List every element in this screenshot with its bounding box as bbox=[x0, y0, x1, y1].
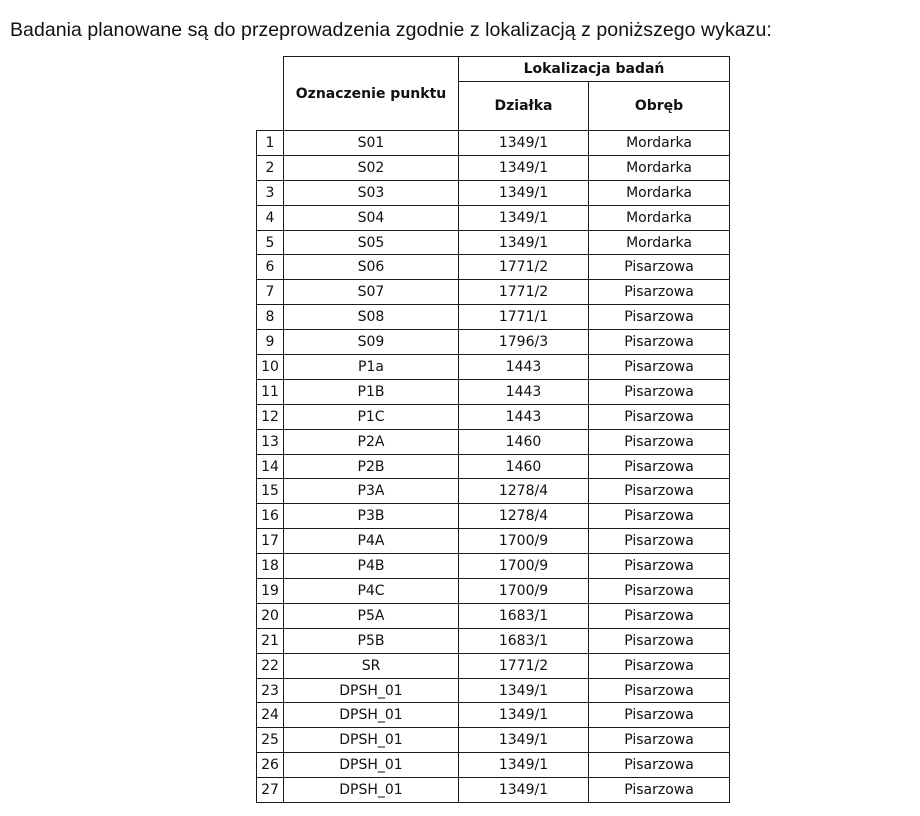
table-row bbox=[257, 230, 730, 255]
cell-plot: 1700/9 bbox=[459, 529, 589, 554]
row-number: 10 bbox=[257, 355, 284, 380]
table-row bbox=[257, 131, 730, 156]
row-number: 2 bbox=[257, 155, 284, 180]
header-area: Obręb bbox=[589, 82, 730, 131]
table-row bbox=[257, 305, 730, 330]
row-number: 12 bbox=[257, 404, 284, 429]
row-number: 15 bbox=[257, 479, 284, 504]
cell-area: Mordarka bbox=[589, 155, 730, 180]
row-number: 18 bbox=[257, 554, 284, 579]
cell-area: Mordarka bbox=[589, 230, 730, 255]
table-row bbox=[257, 404, 730, 429]
cell-plot: 1460 bbox=[459, 429, 589, 454]
cell-plot: 1683/1 bbox=[459, 628, 589, 653]
cell-area: Pisarzowa bbox=[589, 703, 730, 728]
cell-area: Mordarka bbox=[589, 131, 730, 156]
cell-point: DPSH_01 bbox=[284, 703, 459, 728]
table-row bbox=[257, 479, 730, 504]
row-number: 4 bbox=[257, 205, 284, 230]
cell-area: Pisarzowa bbox=[589, 778, 730, 803]
cell-area: Pisarzowa bbox=[589, 479, 730, 504]
cell-area: Mordarka bbox=[589, 205, 730, 230]
table-row bbox=[257, 504, 730, 529]
row-number: 17 bbox=[257, 529, 284, 554]
table-row bbox=[257, 155, 730, 180]
intro-text: Badania planowane są do przeprowadzenia zgodnie z lokalizacją z poniższego wykazu: bbox=[10, 19, 772, 41]
table-row bbox=[257, 703, 730, 728]
row-number: 13 bbox=[257, 429, 284, 454]
cell-plot: 1349/1 bbox=[459, 155, 589, 180]
table-row bbox=[257, 429, 730, 454]
table-row bbox=[257, 753, 730, 778]
cell-plot: 1349/1 bbox=[459, 131, 589, 156]
cell-plot: 1349/1 bbox=[459, 728, 589, 753]
cell-point: S07 bbox=[284, 280, 459, 305]
table-row bbox=[257, 728, 730, 753]
row-number: 5 bbox=[257, 230, 284, 255]
table-row bbox=[257, 554, 730, 579]
cell-plot: 1349/1 bbox=[459, 778, 589, 803]
row-number: 3 bbox=[257, 180, 284, 205]
cell-plot: 1683/1 bbox=[459, 603, 589, 628]
cell-plot: 1443 bbox=[459, 404, 589, 429]
row-number: 23 bbox=[257, 678, 284, 703]
cell-point: P1B bbox=[284, 379, 459, 404]
cell-plot: 1278/4 bbox=[459, 504, 589, 529]
cell-point: P4C bbox=[284, 579, 459, 604]
cell-point: S01 bbox=[284, 131, 459, 156]
cell-point: P4B bbox=[284, 554, 459, 579]
cell-point: S06 bbox=[284, 255, 459, 280]
cell-point: DPSH_01 bbox=[284, 778, 459, 803]
cell-area: Pisarzowa bbox=[589, 355, 730, 380]
cell-point: P3A bbox=[284, 479, 459, 504]
cell-plot: 1771/2 bbox=[459, 280, 589, 305]
table-header bbox=[257, 57, 730, 131]
row-number: 21 bbox=[257, 628, 284, 653]
header-location-group: Lokalizacja badań bbox=[459, 57, 730, 82]
cell-area: Pisarzowa bbox=[589, 330, 730, 355]
cell-point: P3B bbox=[284, 504, 459, 529]
table-row bbox=[257, 778, 730, 803]
cell-point: P1a bbox=[284, 355, 459, 380]
cell-point: S04 bbox=[284, 205, 459, 230]
header-plot: Działka bbox=[459, 82, 589, 131]
table-body bbox=[257, 131, 730, 803]
cell-plot: 1349/1 bbox=[459, 180, 589, 205]
cell-area: Pisarzowa bbox=[589, 554, 730, 579]
cell-area: Pisarzowa bbox=[589, 280, 730, 305]
table-row bbox=[257, 280, 730, 305]
table-row bbox=[257, 529, 730, 554]
cell-area: Pisarzowa bbox=[589, 429, 730, 454]
cell-plot: 1771/2 bbox=[459, 653, 589, 678]
table-row bbox=[257, 579, 730, 604]
cell-point: DPSH_01 bbox=[284, 753, 459, 778]
cell-point: P2A bbox=[284, 429, 459, 454]
row-number: 7 bbox=[257, 280, 284, 305]
table-row bbox=[257, 603, 730, 628]
table-row bbox=[257, 653, 730, 678]
corner-cell bbox=[257, 57, 284, 131]
cell-area: Pisarzowa bbox=[589, 653, 730, 678]
table-row bbox=[257, 379, 730, 404]
cell-plot: 1443 bbox=[459, 355, 589, 380]
cell-point: S02 bbox=[284, 155, 459, 180]
cell-point: S09 bbox=[284, 330, 459, 355]
cell-plot: 1349/1 bbox=[459, 703, 589, 728]
cell-plot: 1349/1 bbox=[459, 678, 589, 703]
location-table bbox=[256, 56, 730, 803]
cell-area: Pisarzowa bbox=[589, 579, 730, 604]
cell-area: Pisarzowa bbox=[589, 529, 730, 554]
table-row bbox=[257, 355, 730, 380]
cell-point: S05 bbox=[284, 230, 459, 255]
row-number: 1 bbox=[257, 131, 284, 156]
row-number: 16 bbox=[257, 504, 284, 529]
cell-area: Pisarzowa bbox=[589, 504, 730, 529]
cell-area: Pisarzowa bbox=[589, 255, 730, 280]
row-number: 8 bbox=[257, 305, 284, 330]
cell-point: DPSH_01 bbox=[284, 678, 459, 703]
row-number: 22 bbox=[257, 653, 284, 678]
cell-point: S08 bbox=[284, 305, 459, 330]
row-number: 27 bbox=[257, 778, 284, 803]
cell-area: Pisarzowa bbox=[589, 603, 730, 628]
table-row bbox=[257, 454, 730, 479]
cell-point: P2B bbox=[284, 454, 459, 479]
cell-point: P1C bbox=[284, 404, 459, 429]
cell-area: Pisarzowa bbox=[589, 728, 730, 753]
cell-plot: 1349/1 bbox=[459, 753, 589, 778]
cell-area: Pisarzowa bbox=[589, 404, 730, 429]
row-number: 14 bbox=[257, 454, 284, 479]
cell-area: Pisarzowa bbox=[589, 628, 730, 653]
table-row bbox=[257, 628, 730, 653]
cell-plot: 1278/4 bbox=[459, 479, 589, 504]
cell-area: Mordarka bbox=[589, 180, 730, 205]
row-number: 11 bbox=[257, 379, 284, 404]
cell-point: DPSH_01 bbox=[284, 728, 459, 753]
row-number: 6 bbox=[257, 255, 284, 280]
table-row bbox=[257, 678, 730, 703]
cell-point: P5B bbox=[284, 628, 459, 653]
row-number: 19 bbox=[257, 579, 284, 604]
cell-plot: 1796/3 bbox=[459, 330, 589, 355]
cell-area: Pisarzowa bbox=[589, 454, 730, 479]
cell-area: Pisarzowa bbox=[589, 379, 730, 404]
cell-plot: 1700/9 bbox=[459, 579, 589, 604]
cell-area: Pisarzowa bbox=[589, 305, 730, 330]
cell-point: P4A bbox=[284, 529, 459, 554]
cell-plot: 1460 bbox=[459, 454, 589, 479]
cell-plot: 1771/1 bbox=[459, 305, 589, 330]
row-number: 24 bbox=[257, 703, 284, 728]
cell-plot: 1700/9 bbox=[459, 554, 589, 579]
cell-area: Pisarzowa bbox=[589, 753, 730, 778]
cell-plot: 1349/1 bbox=[459, 230, 589, 255]
cell-point: P5A bbox=[284, 603, 459, 628]
table-row bbox=[257, 255, 730, 280]
cell-point: SR bbox=[284, 653, 459, 678]
row-number: 20 bbox=[257, 603, 284, 628]
row-number: 26 bbox=[257, 753, 284, 778]
cell-plot: 1443 bbox=[459, 379, 589, 404]
row-number: 9 bbox=[257, 330, 284, 355]
row-number: 25 bbox=[257, 728, 284, 753]
table-row bbox=[257, 180, 730, 205]
cell-area: Pisarzowa bbox=[589, 678, 730, 703]
table-row bbox=[257, 330, 730, 355]
cell-plot: 1349/1 bbox=[459, 205, 589, 230]
cell-plot: 1771/2 bbox=[459, 255, 589, 280]
table-row bbox=[257, 205, 730, 230]
cell-point: S03 bbox=[284, 180, 459, 205]
header-point: Oznaczenie punktu bbox=[284, 57, 459, 131]
